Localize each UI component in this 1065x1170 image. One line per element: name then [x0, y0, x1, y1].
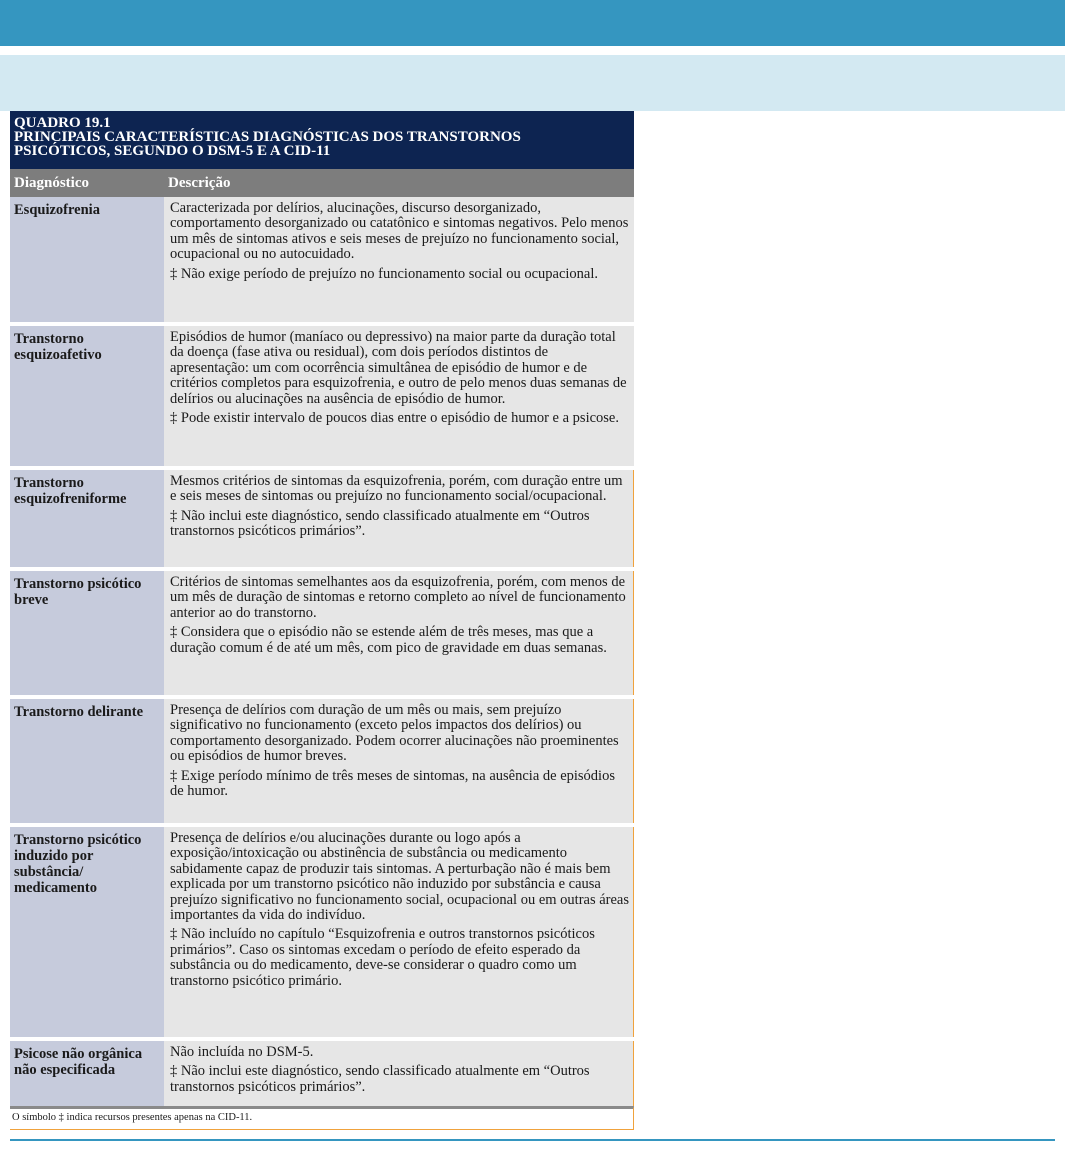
icd11-note: ‡ Considera que o episódio não se estende além de três meses, mas que a duração comum é de até um mês, com pico de gravidade em duas semanas. — [170, 624, 607, 656]
top-banner — [0, 0, 1065, 46]
row-description — [164, 1041, 634, 1106]
table-caption — [10, 111, 634, 169]
sub-banner — [0, 55, 1065, 111]
icd11-note: ‡ Não inclui este diagnóstico, sendo classificado atualmente em “Outros transtornos psicóticos primários”. — [170, 507, 590, 540]
description-text: Episódios de humor (maníaco ou depressivo) na maior parte da duração total da doença (fase ativa ou residual), com dois períodos distintos de apresentação: um com ocorrência simultânea de episódio de humor e de critérios completos para esquizofrenia, e outro de pelo menos duas semanas de delírios ou alucinações na ausência de episódio de humor. — [170, 329, 627, 407]
row-diagnosis: Psicose não orgânica não especificada — [10, 1041, 164, 1106]
icd11-note: ‡ Não incluído no capítulo “Esquizofrenia e outros transtornos psicóticos primários”. Caso os sintomas excedam o período de efeito esperado da substância ou do medicamento, deve-se considerar o quadro como um transtorno psicótico primário. — [170, 926, 595, 989]
row-description — [164, 470, 634, 567]
row-description — [164, 571, 634, 695]
row-description — [164, 699, 634, 823]
row-description — [164, 326, 634, 466]
row-description — [164, 197, 634, 322]
icd11-note: ‡ Pode existir intervalo de poucos dias entre o episódio de humor e a psicose. — [170, 410, 619, 427]
table-row — [10, 571, 634, 699]
table-row — [10, 326, 634, 470]
row-diagnosis: Transtorno psicótico induzido por substância/ medicamento — [10, 827, 164, 1037]
table-row — [10, 827, 634, 1041]
row-diagnosis: Transtorno esquizofreniforme — [10, 470, 164, 567]
description-text: Mesmos critérios de sintomas da esquizofrenia, porém, com duração entre um e seis meses de sintomas ou prejuízo no funcionamento social/ocupacional. — [170, 473, 623, 505]
diagnostic-table — [10, 111, 634, 1130]
description-text: Presença de delírios e/ou alucinações durante ou logo após a exposição/intoxicação ou abstinência de substância ou medicamento sabidamente capaz de produzir tais sintomas. A perturbação não é mais bem explicada por um transtorno psicótico não induzido por substância e causa prejuízo significativo no funcionamento social, ocupacional ou em outras áreas importantes da vida do indivíduo. — [170, 830, 630, 924]
row-diagnosis: Transtorno delirante — [10, 699, 164, 823]
row-diagnosis: Transtorno esquizoafetivo — [10, 326, 164, 466]
bottom-rule — [10, 1139, 1055, 1141]
table-title-line1: PRINCIPAIS CARACTERÍSTICAS DIAGNÓSTICAS DOS TRANSTORNOS — [14, 129, 521, 145]
table-footnote: O símbolo ‡ indica recursos presentes apenas na CID-11. — [10, 1106, 634, 1130]
column-header-row — [10, 169, 634, 197]
description-text: Caracterizada por delírios, alucinações, discurso desorganizado, comportamento desorganizado ou catatônico e sintomas negativos. Pelo menos um mês de sintomas ativos e seis meses de prejuízo no funcionamento social, ocupacional ou no autocuidado. — [170, 200, 629, 263]
row-diagnosis: Esquizofrenia — [10, 197, 164, 322]
row-description — [164, 827, 634, 1037]
icd11-note: ‡ Exige período mínimo de três meses de sintomas, na ausência de episódios de humor. — [170, 767, 615, 800]
table-title-line2: PSICÓTICOS, SEGUNDO O DSM-5 E A CID-11 — [14, 143, 331, 159]
column-header-diagnostico: Diagnóstico — [14, 174, 89, 191]
icd11-note: ‡ Não inclui este diagnóstico, sendo classificado atualmente em “Outros transtornos psicóticos primários”. — [170, 1063, 590, 1095]
table-row — [10, 197, 634, 326]
column-header-descricao: Descrição — [168, 174, 231, 191]
table-row — [10, 699, 634, 827]
table-row — [10, 1041, 634, 1106]
description-text: Critérios de sintomas semelhantes aos da esquizofrenia, porém, com menos de um mês de duração de sintomas e retorno completo ao nível de funcionamento anterior ao do transtorno. — [170, 574, 626, 621]
icd11-note: ‡ Não exige período de prejuízo no funcionamento social ou ocupacional. — [170, 265, 599, 282]
row-diagnosis: Transtorno psicótico breve — [10, 571, 164, 695]
description-text: Não incluída no DSM-5. — [170, 1044, 314, 1060]
table-number: QUADRO 19.1 — [14, 115, 111, 131]
table-row — [10, 470, 634, 571]
description-text: Presença de delírios com duração de um mês ou mais, sem prejuízo significativo no funcionamento (exceto pelos impactos dos delírios) ou comportamento desorganizado. Podem ocorrer alucinações não proeminentes ou episódios de humor breves. — [170, 702, 619, 765]
